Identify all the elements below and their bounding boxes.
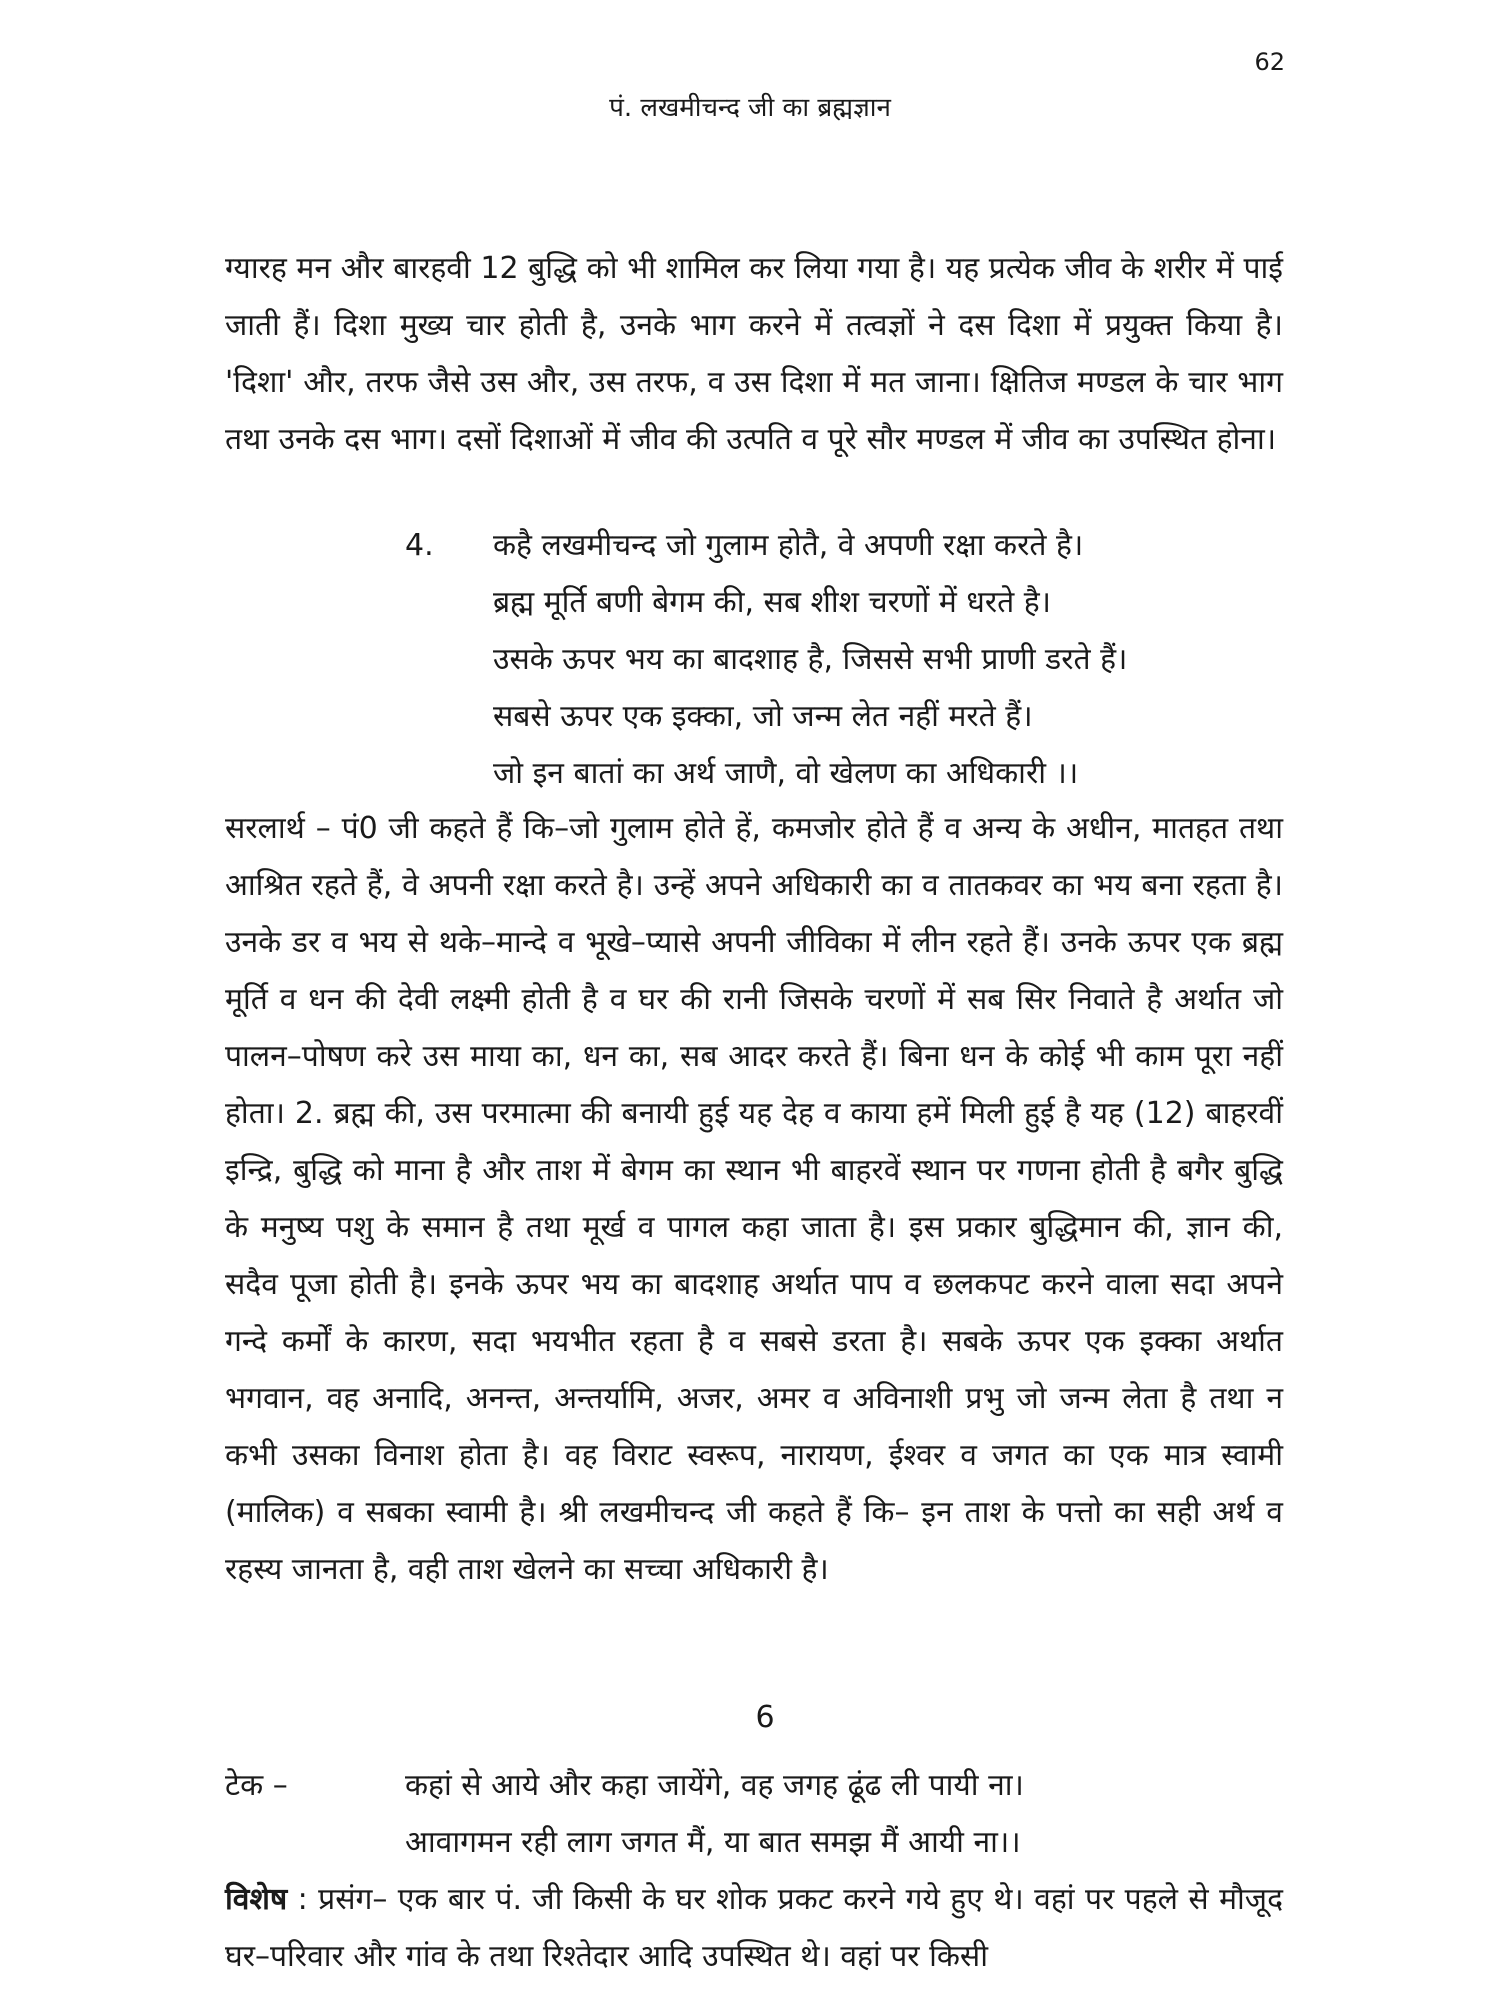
section-number: 6 (755, 1700, 775, 1735)
tek-label: टेक – (225, 1768, 288, 1803)
special-text: : प्रसंग– एक बार पं. जी किसी के घर शोक प्रकट करने गये हुए थे। वहां पर पहले से मौजूद घर–परिवार और गांव के तथा रिश्तेदार आदि उपस्थित थे। वहां पर किसी (225, 1882, 1283, 1974)
verse-lines (493, 517, 1127, 802)
tek-line: आवागमन रही लाग जगत मैं, या बात समझ मैं आयी ना।। (405, 1825, 1021, 1860)
tek-lines (405, 1757, 1024, 1871)
verse-line: कहै लखमीचन्द जो गुलाम होतै, वे अपणी रक्षा करते है। (493, 528, 1084, 563)
paragraph-explanation: सरलार्थ – पं0 जी कहते हैं कि–जो गुलाम होते हें, कमजोर होते हैं व अन्य के अधीन, मातहत तथा आश्रित रहते हैं, वे अपनी रक्षा करते है। उन्हें अपने अधिकारी का व तातकवर का भय बना रहता है। उनके डर व भय से थके–मान्दे व भूखे–प्यासे अपनी जीविका में लीन रहते हैं। उनके ऊपर एक ब्रह्म मूर्ति व धन की देवी लक्ष्मी होती है व घर की रानी जिसके चरणों में सब सिर निवाते है अर्थात जो पालन–पोषण करे उस माया का, धन का, सब आदर करते हैं। बिना धन के कोई भी काम पूरा नहीं होता। 2. ब्रह्म की, उस परमात्मा की बनायी हुई यह देह व काया हमें मिली हुई है यह (12) बाहरवीं इन्द्रि, बुद्धि को माना है और ताश में बेगम का स्थान भी बाहरवें स्थान पर गणना होती है बगैर बुद्धि के मनुष्य पशु के समान है तथा मूर्ख व पागल कहा जाता है। इस प्रकार बुद्धिमान की, ज्ञान की, सदैव पूजा होती है। इनके ऊपर भय का बादशाह अर्थात पाप व छलकपट करने वाला सदा अपने गन्दे कर्मों के कारण, सदा भयभीत रहता है व सबसे डरता है। सबके ऊपर एक इक्का अर्थात भगवान, वह अनादि, अनन्त, अन्तर्यामि, अजर, अमर व अविनाशी प्रभु जो जन्म लेता है तथा न कभी उसका विनाश होता है। वह विराट स्वरूप, नारायण, ईश्वर व जगत का एक मात्र स्वामी (मालिक) व सबका स्वामी है। श्री लखमीचन्द जी कहते हैं कि– इन ताश के पत्तो का सही अर्थ व रहस्य जानता है, वही ताश खेलने का सच्चा अधिकारी है। (225, 811, 1283, 1587)
paragraph-special (225, 1871, 1283, 1985)
running-header: पं. लखमीचन्द जी का ब्रह्मज्ञान (609, 93, 891, 123)
verse-line: ब्रह्म मूर्ति बणी बेगम की, सब शीश चरणों में धरते है। (493, 585, 1052, 620)
special-label: विशेष (225, 1882, 288, 1917)
page-number: 62 (1254, 48, 1285, 76)
verse-line: जो इन बातां का अर्थ जाणै, वो खेलण का अधिकारी ।। (493, 756, 1079, 791)
paragraph-intro: ग्यारह मन और बारहवी 12 बुद्धि को भी शामिल कर लिया गया है। यह प्रत्येक जीव के शरीर में पाई जाती हैं। दिशा मुख्य चार होती है, उनके भाग करने में तत्वज्ञों ने दस दिशा में प्रयुक्त किया है। 'दिशा' और, तरफ जैसे उस और, उस तरफ, व उस दिशा में मत जाना। क्षितिज मण्डल के चार भाग तथा उनके दस भाग। दसों दिशाओं में जीव की उत्पति व पूरे सौर मण्डल में जीव का उपस्थित होना। (225, 251, 1283, 457)
verse-line: उसके ऊपर भय का बादशाह है, जिससे सभी प्राणी डरते हैं। (493, 642, 1128, 677)
verse-number: 4. (405, 528, 434, 563)
verse-line: सबसे ऊपर एक इक्का, जो जन्म लेत नहीं मरते हैं। (493, 699, 1033, 734)
tek-line: कहां से आये और कहा जायेंगे, वह जगह ढूंढ ली पायी ना। (405, 1768, 1024, 1803)
